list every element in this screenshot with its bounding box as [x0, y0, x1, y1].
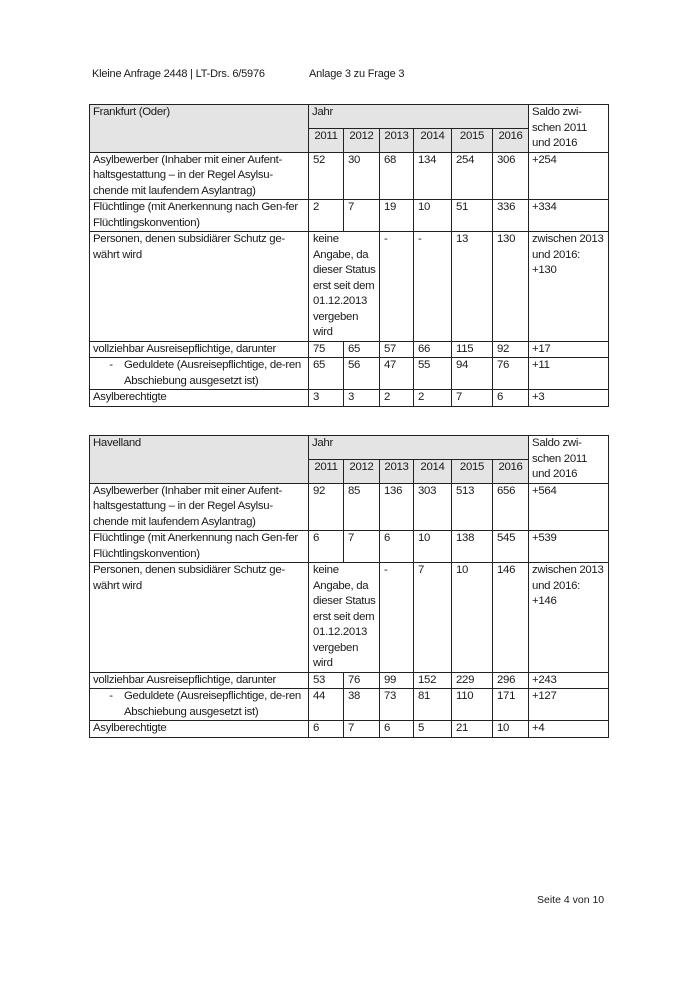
- value-cell: 110: [452, 689, 493, 721]
- saldo-cell: zwischen 2013 und 2016: +130: [529, 232, 609, 342]
- value-cell: 21: [452, 721, 493, 738]
- year-cell: 2013: [380, 459, 414, 483]
- value-cell: 5: [414, 721, 452, 738]
- value-cell: 136: [380, 483, 414, 531]
- table-row: [90, 200, 609, 232]
- value-cell: 229: [452, 672, 493, 689]
- row-label: vollziehbar Ausreisepflichtige, darunter: [90, 341, 309, 358]
- year-cell: 2012: [344, 128, 380, 152]
- row-label: Asylberechtigte: [90, 721, 309, 738]
- row-label: Asylbewerber (Inhaber mit einer Aufent-haltsgestattung – in der Regel Asylsu-chende mit laufendem Asylantrag): [90, 483, 309, 531]
- saldo-header: Saldo zwi-schen 2011 und 2016: [529, 105, 609, 153]
- value-cell: 171: [493, 689, 529, 721]
- statistics-table-havelland: [89, 435, 609, 738]
- year-cell: 2014: [414, 128, 452, 152]
- region-name: Frankfurt (Oder): [90, 105, 309, 153]
- table-row: [90, 358, 609, 390]
- region-name: Havelland: [90, 436, 309, 484]
- value-cell: 296: [493, 672, 529, 689]
- year-cell: 2015: [452, 459, 493, 483]
- value-cell: 545: [493, 531, 529, 563]
- saldo-header: Saldo zwi-schen 2011 und 2016: [529, 436, 609, 484]
- value-cell: 76: [493, 358, 529, 390]
- value-cell: 6: [309, 721, 344, 738]
- value-cell: 3: [309, 390, 344, 407]
- saldo-cell: zwischen 2013 und 2016: +146: [529, 563, 609, 673]
- value-cell: 53: [309, 672, 344, 689]
- table-row: [90, 232, 609, 342]
- row-label: [90, 358, 309, 390]
- row-label: Asylberechtigte: [90, 390, 309, 407]
- row-label: Personen, denen subsidiärer Schutz ge-währt wird: [90, 232, 309, 342]
- value-cell: 146: [493, 563, 529, 673]
- row-label: vollziehbar Ausreisepflichtige, darunter: [90, 672, 309, 689]
- value-cell: -: [414, 232, 452, 342]
- value-cell: 65: [344, 341, 380, 358]
- value-cell: 19: [380, 200, 414, 232]
- year-header: Jahr: [309, 105, 529, 129]
- row-label: [90, 689, 309, 721]
- value-cell: 138: [452, 531, 493, 563]
- saldo-cell: +539: [529, 531, 609, 563]
- table-row: [90, 672, 609, 689]
- value-cell: 55: [414, 358, 452, 390]
- value-cell: 115: [452, 341, 493, 358]
- value-cell: 303: [414, 483, 452, 531]
- note-cell: keine Angabe, da dieser Status erst seit dem 01.12.2013 vergeben wird: [309, 232, 380, 342]
- value-cell: 7: [344, 721, 380, 738]
- table-row: [90, 689, 609, 721]
- table-row: [90, 152, 609, 200]
- value-cell: 57: [380, 341, 414, 358]
- saldo-cell: +334: [529, 200, 609, 232]
- value-cell: 7: [414, 563, 452, 673]
- annex-label: Anlage 3 zu Frage 3: [309, 68, 405, 80]
- saldo-cell: +127: [529, 689, 609, 721]
- year-cell: 2015: [452, 128, 493, 152]
- value-cell: 94: [452, 358, 493, 390]
- value-cell: 306: [493, 152, 529, 200]
- value-cell: 81: [414, 689, 452, 721]
- document-reference: Kleine Anfrage 2448 | LT-Drs. 6/5976: [92, 68, 265, 80]
- value-cell: -: [380, 563, 414, 673]
- list-dash: -: [109, 359, 113, 371]
- value-cell: 65: [309, 358, 344, 390]
- saldo-cell: +254: [529, 152, 609, 200]
- value-cell: 51: [452, 200, 493, 232]
- value-cell: 6: [380, 721, 414, 738]
- value-cell: 6: [380, 531, 414, 563]
- year-cell: 2013: [380, 128, 414, 152]
- value-cell: 10: [414, 531, 452, 563]
- note-cell: keine Angabe, da dieser Status erst seit dem 01.12.2013 vergeben wird: [309, 563, 380, 673]
- year-cell: 2014: [414, 459, 452, 483]
- table-row: [90, 721, 609, 738]
- value-cell: 99: [380, 672, 414, 689]
- value-cell: 2: [380, 390, 414, 407]
- value-cell: 134: [414, 152, 452, 200]
- value-cell: 38: [344, 689, 380, 721]
- table-row: [90, 563, 609, 673]
- value-cell: 85: [344, 483, 380, 531]
- value-cell: 56: [344, 358, 380, 390]
- year-cell: 2011: [309, 459, 344, 483]
- value-cell: 68: [380, 152, 414, 200]
- table-row: [90, 341, 609, 358]
- value-cell: 656: [493, 483, 529, 531]
- row-label-text: Geduldete (Ausreisepflichtige, de-ren Abschiebung ausgesetzt ist): [124, 359, 301, 387]
- year-header: Jahr: [309, 436, 529, 460]
- value-cell: 76: [344, 672, 380, 689]
- value-cell: 7: [344, 200, 380, 232]
- saldo-cell: +17: [529, 341, 609, 358]
- saldo-cell: +564: [529, 483, 609, 531]
- value-cell: 513: [452, 483, 493, 531]
- value-cell: 152: [414, 672, 452, 689]
- page-header: [92, 68, 405, 80]
- value-cell: 336: [493, 200, 529, 232]
- saldo-cell: +3: [529, 390, 609, 407]
- table-row: [90, 390, 609, 407]
- year-cell: 2016: [493, 128, 529, 152]
- row-label: Personen, denen subsidiärer Schutz ge-währt wird: [90, 563, 309, 673]
- saldo-cell: +4: [529, 721, 609, 738]
- saldo-cell: +243: [529, 672, 609, 689]
- value-cell: 92: [309, 483, 344, 531]
- value-cell: 52: [309, 152, 344, 200]
- value-cell: 13: [452, 232, 493, 342]
- value-cell: 2: [414, 390, 452, 407]
- value-cell: 73: [380, 689, 414, 721]
- value-cell: 130: [493, 232, 529, 342]
- year-cell: 2016: [493, 459, 529, 483]
- value-cell: 7: [452, 390, 493, 407]
- value-cell: 75: [309, 341, 344, 358]
- value-cell: 92: [493, 341, 529, 358]
- value-cell: 6: [309, 531, 344, 563]
- value-cell: 66: [414, 341, 452, 358]
- table-row: [90, 531, 609, 563]
- row-label: Flüchtlinge (mit Anerkennung nach Gen-fer Flüchtlingskonvention): [90, 531, 309, 563]
- value-cell: 10: [493, 721, 529, 738]
- row-label: Flüchtlinge (mit Anerkennung nach Gen-fer Flüchtlingskonvention): [90, 200, 309, 232]
- table-row: [90, 483, 609, 531]
- value-cell: 10: [452, 563, 493, 673]
- list-dash: -: [109, 690, 113, 702]
- value-cell: 7: [344, 531, 380, 563]
- value-cell: 2: [309, 200, 344, 232]
- value-cell: 30: [344, 152, 380, 200]
- page-number: Seite 4 von 10: [537, 894, 605, 906]
- value-cell: 6: [493, 390, 529, 407]
- value-cell: -: [380, 232, 414, 342]
- value-cell: 10: [414, 200, 452, 232]
- row-label: Asylbewerber (Inhaber mit einer Aufent-haltsgestattung – in der Regel Asylsu-chende mit laufendem Asylantrag): [90, 152, 309, 200]
- value-cell: 3: [344, 390, 380, 407]
- value-cell: 254: [452, 152, 493, 200]
- year-cell: 2012: [344, 459, 380, 483]
- statistics-table-frankfurt: [89, 104, 609, 407]
- saldo-cell: +11: [529, 358, 609, 390]
- value-cell: 44: [309, 689, 344, 721]
- year-cell: 2011: [309, 128, 344, 152]
- value-cell: 47: [380, 358, 414, 390]
- row-label-text: Geduldete (Ausreisepflichtige, de-ren Abschiebung ausgesetzt ist): [124, 690, 301, 718]
